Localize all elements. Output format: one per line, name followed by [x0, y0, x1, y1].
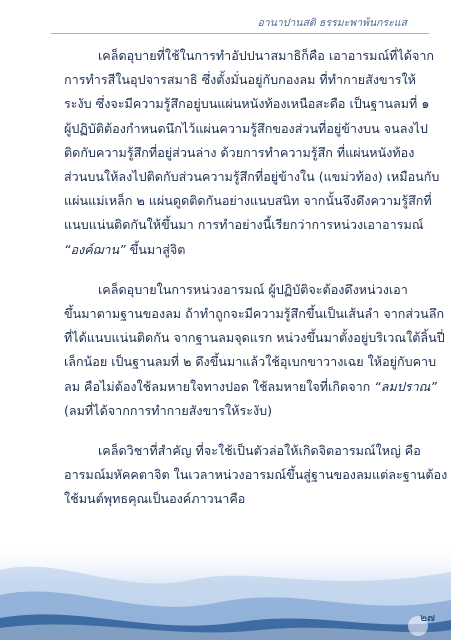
header-divider: [51, 33, 429, 34]
paragraph-1-line: ระงับ ซึ่งจะมีความรู้สึกอยู่บนแผ่นหนังท้องเหนือสะดือ เป็นฐานลมที่ ๑: [64, 96, 430, 112]
term-ongkhan: “องค์ฌาน”: [64, 241, 126, 257]
paragraph-2-term-line: [64, 375, 437, 399]
term-lom-pran: “ลมปราณ”: [374, 378, 437, 394]
decorative-wave: [0, 500, 451, 640]
paragraph-1-line: ติดกับความรู้สึกที่อยู่ส่วนล่าง ด้วยการทำความรู้สึก ที่แผ่นหนังท้อง: [64, 144, 415, 160]
paragraph-1: [64, 44, 440, 262]
paragraph-3-line: อารมณ์มหัคคตาจิต ในเวลาหน่วงอารมณ์ขึ้นสู่ฐานของลมแต่ละฐานต้อง: [64, 467, 448, 483]
paragraph-2-line: (ลมที่ได้จากการทำกายสังขารให้ระงับ): [64, 402, 273, 418]
paragraph-2-line: เล็กน้อย เป็นฐานลมที่ ๒ ดึงขึ้นมาแล้วใช้อุเบกขาวางเฉย ให้อยู่กับคาบ: [64, 354, 437, 370]
paragraph-3-line: เคล็ดวิชาที่สำคัญ ที่จะใช้เป็นตัวล่อให้เกิดจิตอารมณ์ใหญ่ คือ: [98, 443, 421, 459]
paragraph-1-line: ผู้ปฏิบัติต้องกำหนดนึกไว้แผ่นความรู้สึกของส่วนที่อยู่ข้างบน จนลงไป: [64, 120, 428, 136]
paragraph-2-term-line-text: ลม คือไม่ต้องใช้ลมหายใจทางปอด ใช้ลมหายใจที่เกิดจาก: [64, 378, 375, 394]
paragraph-2: [64, 278, 445, 423]
paragraph-2-line: ขึ้นมาตามฐานของลม ถ้าทำถูกจะมีความรู้สึกขึ้นเป็นเส้นลำ จากส่วนลึก: [64, 306, 445, 322]
running-header: อานาปานสติ ธรรมะพาพ้นกระแส: [257, 17, 407, 29]
paragraph-2-line: เคล็ดอุบายในการหน่วงอารมณ์ ผู้ปฏิบัติจะต้องดึงหน่วงเอา: [98, 281, 408, 297]
paragraph-1-line: เคล็ดอุบายที่ใช้ในการทำอัปปนาสมาธิก็คือ เอาอารมณ์ที่ได้จาก: [98, 48, 435, 63]
paragraph-1-last-line-text: ขึ้นมาสู่จิต: [125, 241, 186, 257]
paragraph-1-line: แผ่นแม่เหล็ก ๒ แผ่นดูดติดกันอย่างแนบสนิท จากนั้นจึงดึงความรู้สึกที่: [64, 193, 432, 209]
paragraph-3-line: ใช้มนต์พุทธคุณเป็นองค์ภาวนาคือ: [64, 491, 246, 507]
paragraph-1-line: ส่วนบนให้ลงไปติดกับส่วนความรู้สึกที่อยู่ข้างใน (แขม่วท้อง) เหมือนกับ: [64, 169, 440, 185]
body-text: [64, 44, 448, 512]
paragraph-1-line: การทำรสีในอุปจารสมาธิ ซึ่งตั้งมั่นอยู่กับกองลม ที่ทำกายสังขารให้: [64, 72, 416, 88]
paragraph-1-line: แนบแน่นติดกันให้ขึ้นมา การทำอย่างนี้เรียกว่าการหน่วงเอาอารมณ์: [64, 217, 424, 233]
paragraph-1-last-line: [64, 238, 431, 262]
page-number: ๒๗: [420, 612, 435, 624]
paragraph-2-line: ที่ได้แนบแน่นติดกัน จากฐานลมจุดแรก หน่วงขึ้นมาตั้งอยู่บริเวณใต้ลิ้นปี่: [64, 330, 445, 346]
